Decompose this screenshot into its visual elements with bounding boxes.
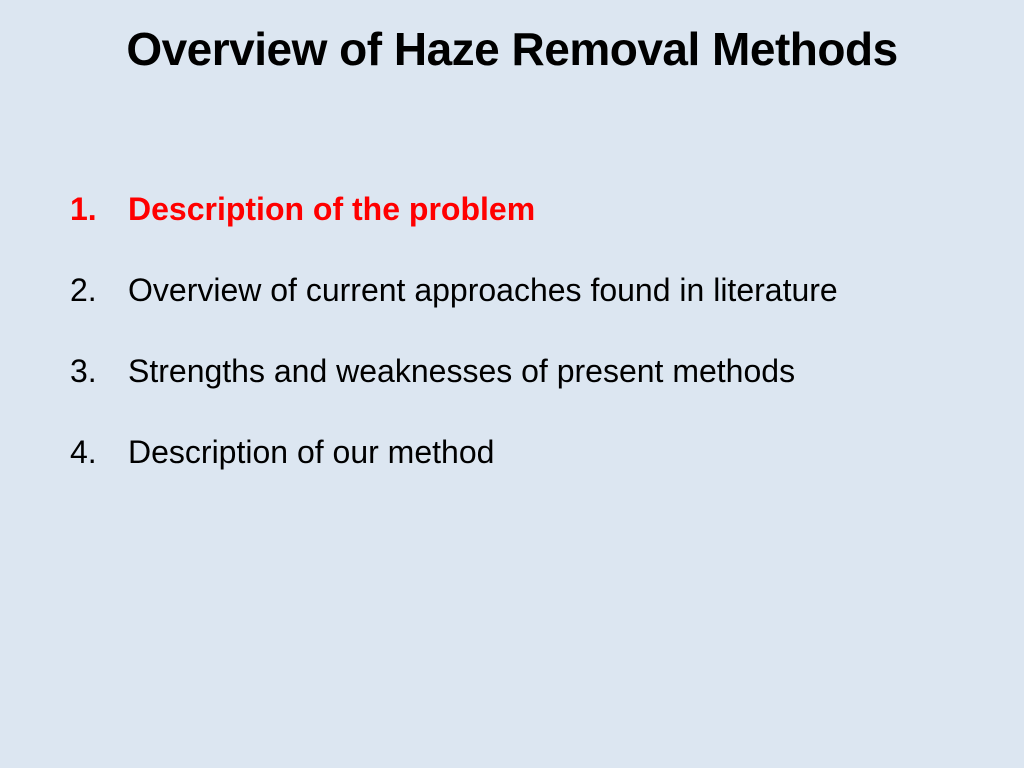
agenda-text: Overview of current approaches found in literature <box>128 272 838 308</box>
agenda-number: 2. <box>70 272 97 308</box>
agenda-text: Strengths and weaknesses of present methods <box>128 353 796 389</box>
agenda-number: 1. <box>70 191 97 227</box>
agenda-item-3 <box>70 348 1000 429</box>
agenda-item-2 <box>70 267 1000 348</box>
slide-title: Overview of Haze Removal Methods <box>126 23 898 75</box>
agenda-list <box>70 186 1000 510</box>
agenda-text: Description of our method <box>128 434 495 470</box>
agenda-text: Description of the problem <box>128 191 536 227</box>
agenda-item-1 <box>70 186 1000 267</box>
agenda-number: 4. <box>70 434 97 470</box>
agenda-item-4 <box>70 429 1000 510</box>
agenda-number: 3. <box>70 353 97 389</box>
